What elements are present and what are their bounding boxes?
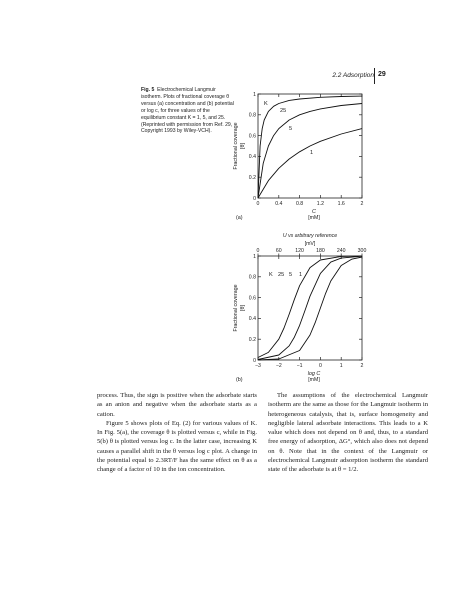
y-tick-label: 0.4 [248,316,256,323]
x-tick-label: −1 [296,363,303,369]
x-axis-label: C [312,209,316,215]
panel-label: (b) [236,377,243,383]
y-tick-label: 1 [253,91,256,98]
top-tick-label: 0 [256,248,260,254]
series-line [258,256,362,358]
x-tick-label: 0 [256,201,260,207]
y-tick-label: 0.2 [248,337,256,343]
caption-text: Electrochemical Langmuir isotherm. Plots of fractional coverage θ versus (a) concentration and (b) potential or log c, for three values of the equilibrium constant K = 1, 5, and 25. (Reprinted with permission from Ref. 29, Copyright 1993 by Wiley-VCH). [141,87,234,135]
y-tick-label: 0.8 [248,274,256,281]
y-axis-label: Fractional coverage [233,122,239,170]
y-tick-label: 0.4 [248,154,256,161]
x-tick-label: 0 [318,363,322,369]
paragraph: Figure 5 shows plots of Eq. (2) for various values of K. In Fig. 5(a), the coverage θ is plotted versus c, while in Fig. 5(b) θ is plotted versus log c. In the latter case, increasing K causes a parallel shift in the θ versus log c plot. A change in the potential equal to 2.3RT/F has the same effect on θ as a change of a factor of 10 in the ion concentration. [97,419,257,474]
curve-annotation: 25 [280,108,287,114]
x-tick-label: 2 [360,201,364,207]
paragraph: process. Thus, the sign is positive when the adsorbate starts as an anion and negative when the adsorbate starts as a cation. [97,392,257,418]
series-line [258,129,362,198]
y-tick-label: 0.6 [248,133,256,140]
curve-annotation: 5 [289,126,293,132]
x-tick-label: 2 [360,363,364,369]
x-tick-label: 1 [339,363,343,369]
x-tick-label: −2 [275,363,282,369]
x-axis-unit: [mM] [308,377,320,383]
curve-annotation: K [264,101,268,107]
x-tick-label: 0.4 [275,201,283,207]
plot-frame [258,256,362,360]
y-axis-unit: [θ] [240,143,246,149]
x-axis-label: log C [307,371,321,377]
series-line [258,257,362,360]
top-tick-label: 180 [316,248,325,254]
y-tick-label: 0.2 [248,175,256,181]
panel-label: (a) [236,215,243,221]
running-header-section: 2.2 Adsorption [332,72,374,79]
header-divider [374,68,375,84]
curve-annotation: 1 [310,150,314,156]
top-axis-label: U vs arbitrary reference [282,233,338,239]
y-tick-label: 0 [253,195,256,202]
x-tick-label: −3 [255,363,261,369]
curve-annotation: 1 [299,272,303,278]
body-text-left-column [97,391,257,475]
figure-label: Fig. 5 [141,87,155,93]
curve-annotation: 5 [289,272,293,278]
x-tick-label: 1.6 [337,201,345,207]
page-number: 29 [378,71,386,78]
x-axis-unit: [mM] [308,215,320,221]
paragraph: The assumptions of the electrochemical Langmuir isotherm are the same as those for the Langmuir isotherm in heterogeneous catalysis, that is, surface homogeneity and negligible lateral adsorbate interactions. This leads to a K value which does not depend on θ and, thus, to a standard free energy of adsorption, ΔG°, which also does not depend on θ. Note that in the context of the Langmuir or electrochemical Langmuir adsorption isotherm the standard state of the adsorbate is at θ = 1/2. [268,392,428,474]
curve-annotation: 25 [278,272,285,278]
x-tick-label: 1.2 [316,201,325,207]
top-tick-label: 60 [275,248,282,254]
x-tick-label: 0.8 [295,201,304,207]
top-axis-unit: [mV] [304,241,316,247]
y-tick-label: 1 [253,253,256,260]
series-line [258,256,362,359]
body-text-right-column [268,391,428,475]
figure-5a-chart [218,88,378,223]
y-axis-unit: [θ] [240,305,246,311]
top-tick-label: 240 [336,248,346,254]
y-tick-label: 0.6 [248,295,256,302]
figure-5b-chart [218,225,378,385]
curve-annotation: K [269,272,273,278]
top-tick-label: 120 [295,248,304,254]
y-tick-label: 0 [253,357,256,364]
y-tick-label: 0.8 [248,112,256,119]
y-axis-label: Fractional coverage [233,284,239,332]
top-tick-label: 300 [357,248,367,254]
